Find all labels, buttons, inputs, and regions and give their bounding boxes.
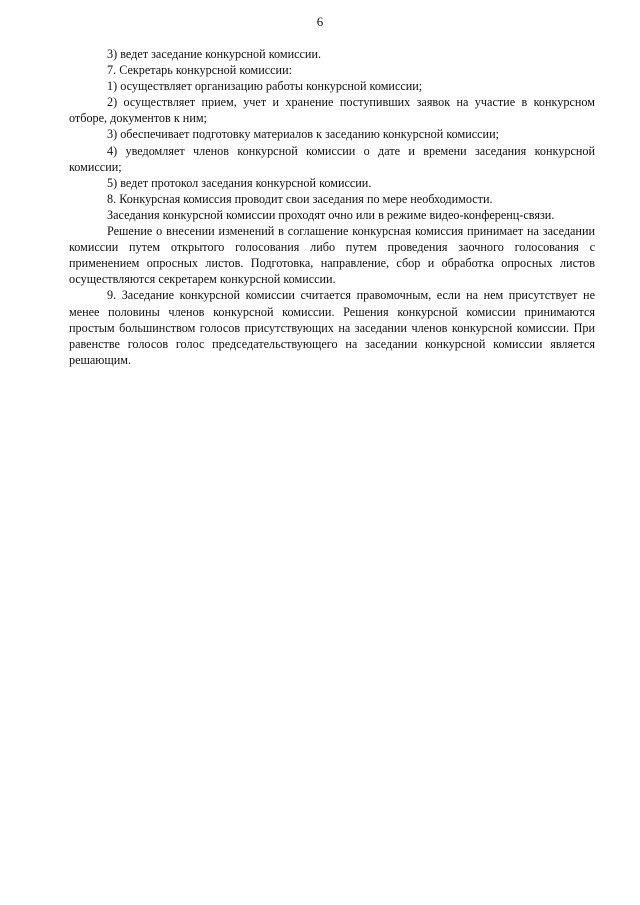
paragraph-7-1-organization: 1) осуществляет организацию работы конкурсной комиссии; [107, 79, 423, 94]
paragraph-7-secretary: 7. Секретарь конкурсной комиссии: [107, 63, 292, 78]
paragraph-8-meeting-format: Заседания конкурсной комиссии проходят очно или в режиме видео-конференц-связи. [107, 207, 555, 222]
paragraph-8-agreement-changes: Решение о внесении изменений в соглашение конкурсная комиссия принимает на заседании комиссии путем открытого голосования либо путем проведения заочного голосования с применением опросных листов. Подготовка, направление, сбор и обработка опросных листов осуществляются секретарем конкурсной комиссии. [69, 224, 595, 287]
paragraph-7-5-minutes: 5) ведет протокол заседания конкурсной комиссии. [107, 175, 372, 190]
paragraph-3-chair-conducts: 3) ведет заседание конкурсной комиссии. [107, 47, 322, 61]
paragraph-8-meetings: 8. Конкурсная комиссия проводит свои заседания по мере необходимости. [107, 191, 493, 206]
paragraph-7-3-materials: 3) обеспечивает подготовку материалов к заседанию конкурсной комиссии; [107, 127, 499, 142]
paragraph-7-4-notifies: 4) уведомляет членов конкурсной комиссии о дате и времени заседания конкурсной комиссии; [69, 143, 595, 174]
paragraph-9-quorum: 9. Заседание конкурсной комиссии считается правомочным, если на нем присутствует не менее половины членов конкурсной комиссии. Решения конкурсной комиссии принимаются простым большинством голосов присутствующих на заседании членов конкурсной комиссии. При равенстве голосов голос председательствующего на заседании конкурсной комиссии является решающим. [69, 288, 595, 367]
paragraph-7-2-applications: 2) осуществляет прием, учет и хранение поступивших заявок на участие в конкурсном отборе, документов к ним; [69, 95, 595, 126]
document-body [69, 46, 595, 368]
page-number: 6 [316, 14, 324, 29]
